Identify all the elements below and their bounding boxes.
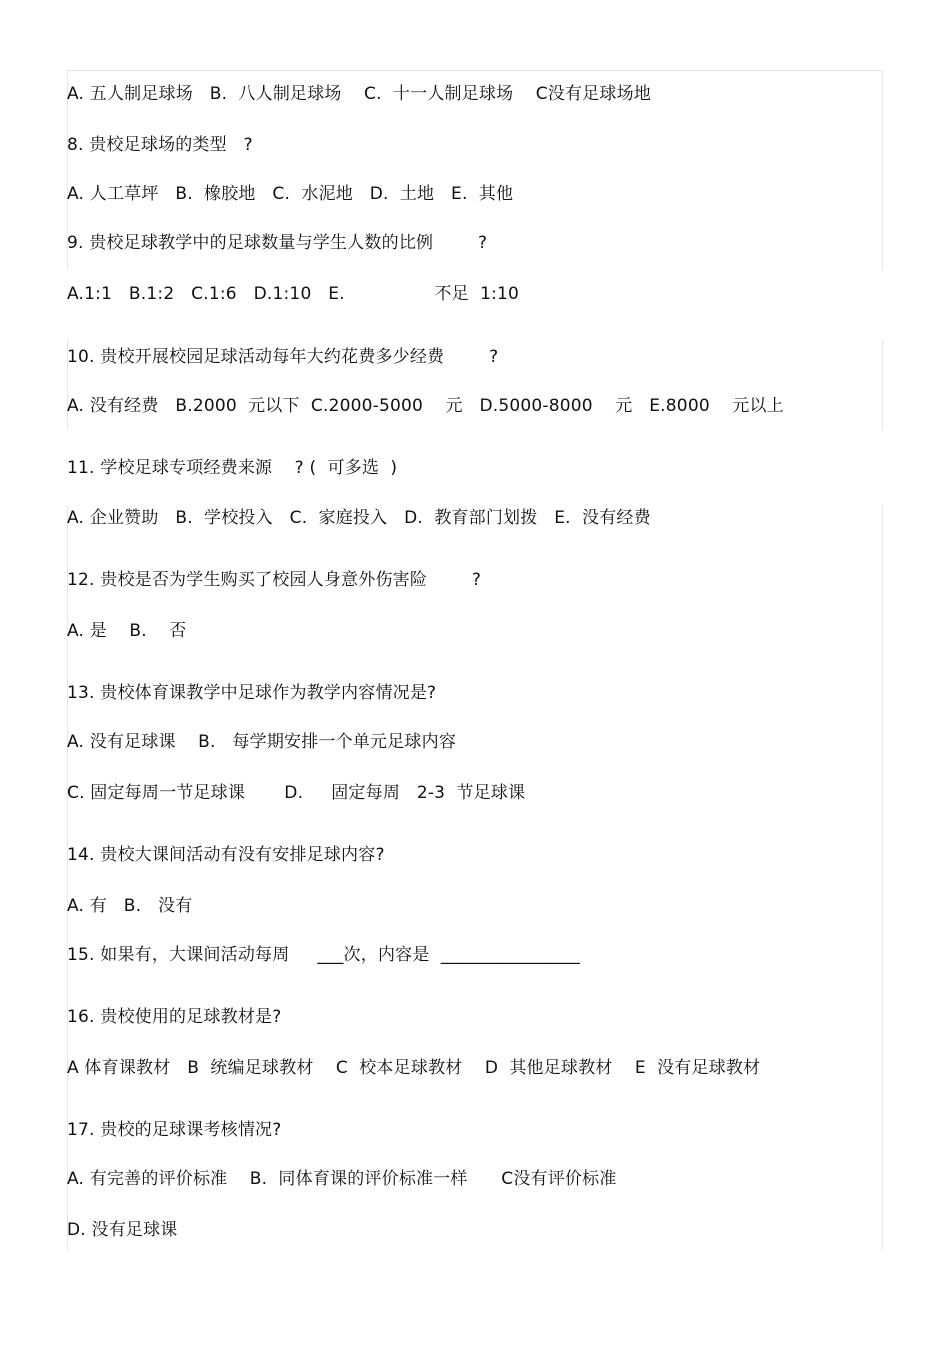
answer-options-q7: A. 五人制足球场 B. 八人制足球场 C. 十一人制足球场 C没有足球场地 (67, 84, 652, 104)
question-15-fill-in: 15. 如果有，大课间活动每周 ___次，内容是 ________________ (67, 945, 580, 965)
question-10: 10. 贵校开展校园足球活动每年大约花费多少经费 ? (67, 347, 499, 367)
question-14: 14. 贵校大课间活动有没有安排足球内容? (67, 845, 385, 865)
question-17: 17. 贵校的足球课考核情况? (67, 1120, 282, 1140)
page-frame-right-border (882, 340, 883, 430)
answer-options-q17-line1: A. 有完善的评价标准 B. 同体育课的评价标准一样 C没有评价标准 (67, 1169, 617, 1189)
answer-options-q9: A.1:1 B.1:2 C.1:6 D.1:10 E. 不足 1:10 (67, 284, 520, 304)
answer-options-q8: A. 人工草坪 B. 橡胶地 C. 水泥地 D. 土地 E. 其他 (67, 184, 514, 204)
question-12: 12. 贵校是否为学生购买了校园人身意外伤害险 ? (67, 570, 482, 590)
answer-options-q12: A. 是 B. 否 (67, 621, 187, 641)
answer-options-q13-line1: A. 没有足球课 B. 每学期安排一个单元足球内容 (67, 732, 457, 752)
page-frame-right-border (882, 505, 883, 1250)
answer-options-q10: A. 没有经费 B.2000 元以下 C.2000-5000 元 D.5000-8000 元 E.8000 元以上 (67, 396, 784, 416)
page-frame-right-border (882, 70, 883, 270)
answer-options-q14: A. 有 B. 没有 (67, 896, 193, 916)
answer-options-q11: A. 企业赞助 B. 学校投入 C. 家庭投入 D. 教育部门划拨 E. 没有经费 (67, 508, 651, 528)
question-8: 8. 贵校足球场的类型 ? (67, 135, 253, 155)
question-13: 13. 贵校体育课教学中足球作为教学内容情况是? (67, 683, 437, 703)
page-frame-top-border (67, 70, 883, 71)
question-11: 11. 学校足球专项经费来源 ? ( 可多选 ) (67, 458, 398, 478)
question-9: 9. 贵校足球教学中的足球数量与学生人数的比例 ? (67, 233, 488, 253)
answer-options-q17-line2: D. 没有足球课 (67, 1220, 178, 1240)
answer-options-q13-line2: C. 固定每周一节足球课 D. 固定每周 2-3 节足球课 (67, 783, 526, 803)
question-16: 16. 贵校使用的足球教材是? (67, 1007, 282, 1027)
answer-options-q16: A 体育课教材 B 统编足球教材 C 校本足球教材 D 其他足球教材 E 没有足球教材 (67, 1058, 761, 1078)
